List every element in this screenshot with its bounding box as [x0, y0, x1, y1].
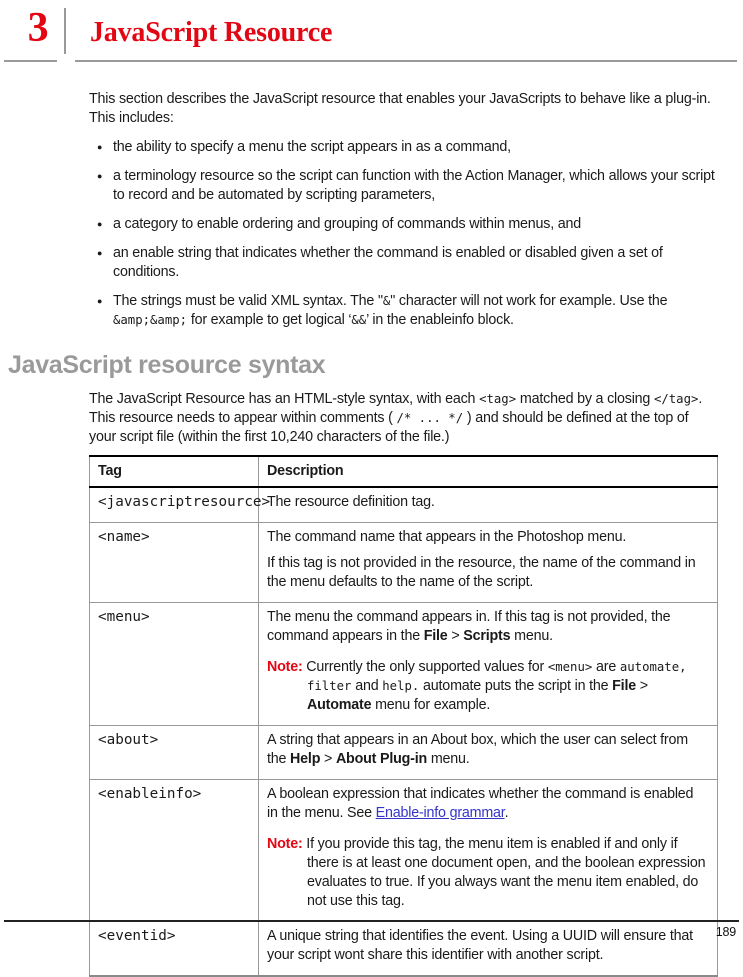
page-number: 189: [715, 925, 736, 939]
table-row: [90, 726, 718, 780]
description-paragraph: [267, 528, 707, 547]
table-row: [90, 780, 718, 922]
chapter-number: 3: [27, 5, 49, 51]
bullet-text: [113, 215, 718, 234]
tag-cell: <enableinfo>: [90, 780, 259, 922]
list-item: [89, 138, 718, 157]
text-segment: Help: [290, 751, 321, 767]
text-segment: The menu the command appears in. If this tag is not provided, the command appears in the: [267, 609, 671, 644]
text-segment: for example to get logical ‘: [187, 312, 352, 328]
description-paragraph: [267, 785, 707, 823]
section-title: JavaScript resource syntax: [8, 351, 326, 379]
table-row: [90, 487, 718, 523]
text-segment: a terminology resource so the script can function with the Action Manager, which allows your script to record and be automated by scripting parameters,: [113, 168, 715, 203]
description-paragraph: [267, 493, 707, 512]
bullet-icon: ●: [97, 219, 103, 229]
text-segment: The resource definition tag.: [267, 494, 435, 510]
bullet-list: [89, 138, 718, 330]
text-segment: menu.: [427, 751, 470, 767]
text-segment: >: [635, 678, 648, 694]
description-cell: [259, 726, 718, 780]
description-paragraph: [267, 927, 707, 965]
bullet-text: [113, 244, 718, 282]
note-label: Note:: [267, 836, 303, 852]
description-cell: [259, 523, 718, 603]
text-segment: >: [320, 751, 336, 767]
text-segment: The strings must be valid XML syntax. The ": [113, 293, 383, 309]
text-segment: menu.: [510, 628, 553, 644]
header-rule-long: [75, 60, 737, 62]
description-cell: [259, 603, 718, 726]
inline-code: &amp;&amp;: [113, 313, 188, 327]
text-segment: a category to enable ordering and grouping of commands within menus, and: [113, 216, 582, 232]
table-row: [90, 603, 718, 726]
header-divider: [64, 8, 66, 54]
text-segment: an enable string that indicates whether the command is enabled or disabled given a set of conditions.: [113, 245, 663, 280]
text-segment: >: [447, 628, 464, 644]
text-segment: Scripts: [463, 628, 511, 644]
text-segment: ’ in the enableinfo block.: [366, 312, 514, 328]
inline-code: <tag>: [479, 392, 517, 406]
tag-description-table: [89, 455, 718, 977]
text-segment: If this tag is not provided in the resource, the name of the command in the menu defaults to the name of the script.: [267, 555, 696, 590]
inline-code: /* ... */: [396, 411, 464, 425]
column-header-description: Description: [259, 456, 718, 487]
note-label: Note:: [267, 659, 303, 675]
table-row: [90, 922, 718, 977]
inline-code: &: [382, 294, 391, 308]
note-paragraph: [267, 835, 707, 911]
main-content: [8, 90, 718, 977]
bullet-text: [113, 138, 718, 157]
bullet-text: [113, 167, 718, 205]
list-item: [89, 167, 718, 205]
text-segment: " character will not work for example. Use the: [390, 293, 668, 309]
inline-code: filter: [307, 679, 352, 693]
text-segment: The command name that appears in the Photoshop menu.: [267, 529, 627, 545]
syntax-intro-paragraph: [89, 390, 718, 447]
note-paragraph: [267, 658, 707, 715]
page-title: JavaScript Resource: [90, 17, 333, 48]
text-segment: matched by a closing: [516, 391, 654, 407]
text-segment: The JavaScript Resource has an HTML-style syntax, with each: [89, 391, 480, 407]
bullet-icon: ●: [97, 142, 103, 152]
text-segment: A boolean expression that indicates whether the command is enabled in the menu. See: [267, 786, 694, 821]
list-item: [89, 244, 718, 282]
description-cell: [259, 922, 718, 977]
tag-cell: <menu>: [90, 603, 259, 726]
text-segment: .: [504, 805, 509, 821]
text-segment: . This resource needs to appear within comments (: [89, 391, 703, 426]
tag-cell: <name>: [90, 523, 259, 603]
text-segment: A unique string that identifies the event. Using a UUID will ensure that your script wont share this identifier with another script.: [267, 928, 693, 963]
inline-code: <menu>: [547, 660, 593, 674]
text-segment: File: [612, 678, 636, 694]
inline-code: </tag>: [653, 392, 699, 406]
intro-paragraph: This section describes the JavaScript resource that enables your JavaScripts to behave like a plug-in. This includes:: [89, 91, 711, 126]
text-segment: About Plug-in: [335, 751, 428, 767]
bullet-icon: ●: [97, 296, 103, 306]
bullet-icon: ●: [97, 248, 103, 258]
text-segment: File: [423, 628, 448, 644]
text-segment: A string that appears in an About box, which the user can select from the: [267, 732, 688, 767]
header-rule-short: [4, 60, 57, 62]
list-item: [89, 215, 718, 234]
tag-cell: <eventid>: [90, 922, 259, 977]
tag-cell: <javascriptresource>: [90, 487, 259, 523]
description-cell: [259, 487, 718, 523]
list-item: [89, 292, 718, 330]
column-header-tag: Tag: [90, 456, 259, 487]
text-segment: are: [592, 659, 620, 675]
enable-info-grammar-link[interactable]: Enable-info grammar: [375, 805, 505, 821]
inline-code: help.: [382, 679, 420, 693]
description-paragraph: [267, 731, 707, 769]
text-segment: Automate: [307, 697, 372, 713]
text-segment: the ability to specify a menu the script appears in as a command,: [113, 139, 511, 155]
description-paragraph: [267, 554, 707, 592]
description-paragraph: [267, 608, 707, 646]
inline-code: &&: [351, 313, 367, 327]
description-cell: [259, 780, 718, 922]
text-segment: automate puts the script in the: [419, 678, 613, 694]
text-segment: If you provide this tag, the menu item is enabled if and only if there is at least one document open, and the boolean expression evaluates to true. If you always want the menu item enabled, do not use this tag.: [302, 836, 706, 909]
table-body: [90, 487, 718, 976]
text-segment: Currently the only supported values for: [302, 659, 548, 675]
table-header-row: [90, 456, 718, 487]
bullet-text: [113, 292, 718, 330]
footer-rule: [4, 920, 739, 922]
text-segment: and: [351, 678, 383, 694]
text-segment: ) and should be defined at the top of your script file (within the first 10,240 characters of the file.): [89, 410, 689, 445]
bullet-icon: ●: [97, 171, 103, 181]
text-segment: menu for example.: [371, 697, 491, 713]
tag-cell: <about>: [90, 726, 259, 780]
inline-code: automate,: [619, 660, 687, 674]
table-row: [90, 523, 718, 603]
